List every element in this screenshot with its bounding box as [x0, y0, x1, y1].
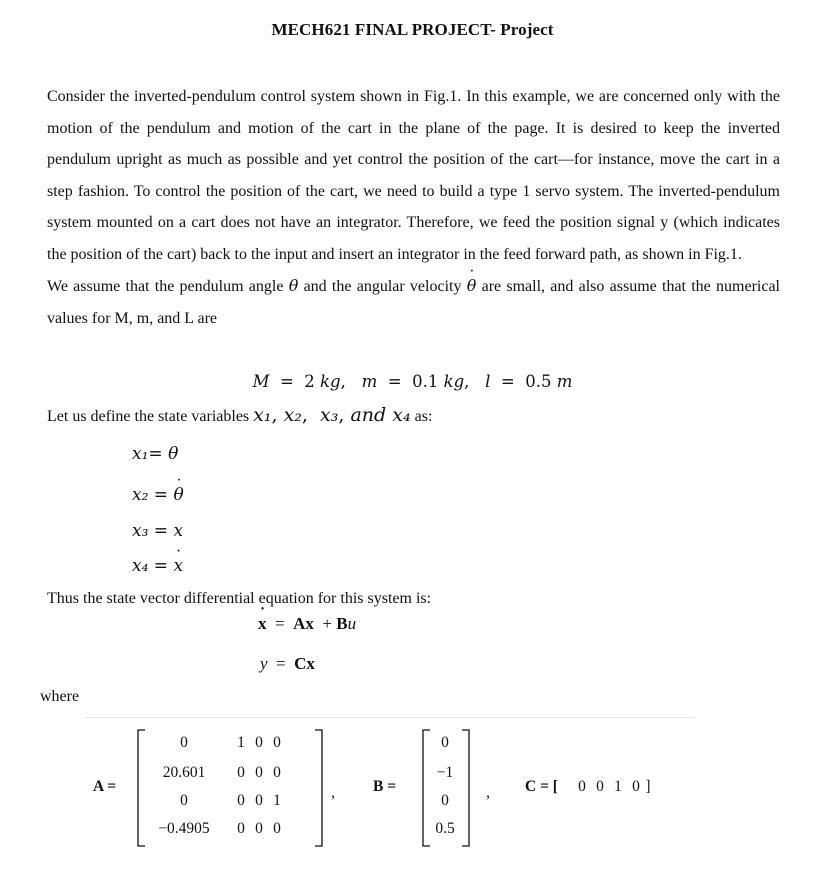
- param-M-unit: kg: [320, 372, 341, 391]
- output-equation: y = Cx: [260, 654, 315, 673]
- state-var-4: x₄: [392, 404, 411, 426]
- matrix-B-cell: −1: [436, 764, 454, 781]
- state-eq-4-lhs: x₄: [132, 556, 149, 576]
- matrix-A-cell: 0: [255, 734, 263, 751]
- matrix-B-comma: ,: [486, 784, 490, 801]
- state-eq-B: B: [336, 614, 348, 633]
- state-eq-1: x₁= θ: [132, 444, 179, 464]
- state-var-2: x₂: [283, 404, 302, 426]
- matrix-C-cell: 0: [578, 778, 586, 795]
- matrix-A-cell: 0: [237, 820, 245, 837]
- param-m-symbol: m: [361, 372, 378, 391]
- state-eq-3-rhs: x: [173, 521, 184, 541]
- state-variables-intro: Let us define the state variables x₁, x₂, x₃, and x₄ as:: [47, 404, 433, 426]
- matrix-A-cell: −0.4905: [158, 820, 210, 837]
- matrix-A-cell: 1: [237, 734, 245, 751]
- state-var-3: x₃: [320, 404, 339, 426]
- matrix-B-cell: 0: [441, 734, 449, 751]
- matrix-A-cell: 0: [273, 764, 281, 781]
- param-M-symbol: M: [252, 372, 270, 391]
- param-l-symbol: l: [485, 372, 491, 391]
- matrix-A-cell: 0: [180, 792, 188, 809]
- parameters-equation: M = 2 kg, m = 0.1 kg, l = 0.5 m: [252, 372, 573, 391]
- p2-text-3: are small, and also assume that the numerical values for M, m, and L are: [47, 278, 780, 327]
- matrix-A-cell: 0: [255, 792, 263, 809]
- matrix-A-label: A =: [93, 778, 117, 795]
- state-and-word: and: [350, 404, 387, 426]
- state-equation: x ˙ = Ax + Bu: [258, 614, 356, 634]
- matrix-A-cell: 0: [255, 764, 263, 781]
- matrix-top-rule: [85, 717, 693, 718]
- state-eq-2-rhs: θ ˙: [173, 485, 183, 505]
- matrix-A-cell: 20.601: [162, 764, 206, 781]
- where-text: where: [40, 688, 80, 705]
- state-eq-u: u: [347, 614, 357, 633]
- intro-section: [47, 81, 780, 334]
- output-eq-Cx: Cx: [294, 654, 315, 673]
- state-var-1: x₁: [253, 404, 272, 426]
- matrix-B-letter: B: [373, 778, 384, 795]
- matrix-A-cell: 0: [255, 820, 263, 837]
- matrix-A-cell: 0: [273, 734, 281, 751]
- state-eq-2: x₂ = θ ˙: [132, 485, 184, 505]
- matrix-A-comma: ,: [331, 784, 335, 801]
- state-eq-3: x₃ = x: [132, 521, 184, 541]
- matrix-A-cell: 0: [237, 764, 245, 781]
- param-l-value: 0.5: [525, 372, 552, 391]
- state-eq-Ax: Ax: [293, 614, 314, 633]
- output-eq-lhs: y: [260, 654, 268, 673]
- param-m-unit: kg: [443, 372, 465, 391]
- state-eq-3-lhs: x₃: [132, 521, 149, 541]
- matrix-C-letter: C: [525, 778, 537, 795]
- matrix-A-letter: A: [93, 778, 104, 795]
- p2-text-1: We assume that the pendulum angle: [47, 278, 289, 295]
- matrix-A-cell: 1: [273, 792, 281, 809]
- state-eq-2-lhs: x₂: [132, 485, 149, 505]
- system-matrices: [85, 728, 705, 850]
- matrix-C-label: C = [: [525, 778, 558, 795]
- intro-paragraph-2: [47, 270, 780, 334]
- matrix-A-left-bracket: [138, 730, 145, 846]
- param-l-unit: m: [556, 372, 573, 391]
- p2-text-2: and the angular velocity: [298, 278, 467, 295]
- param-m-value: 0.1: [412, 372, 439, 391]
- state-intro-text: Let us define the state variables: [47, 408, 254, 425]
- theta-symbol: θ: [288, 276, 299, 295]
- matrix-C-cell: 1: [614, 778, 622, 795]
- document-title: MECH621 FINAL PROJECT- Project: [271, 20, 554, 39]
- intro-paragraph-1: Consider the inverted-pendulum control system shown in Fig.1. In this example, we are concerned only with the motion of the pendulum and motion of the cart in the plane of the page. It is desired to keep the inverted pendulum upright as much as possible and yet control the position of the cart—for instance, move the cart in a step fashion. To control the position of the cart, we need to build a type 1 servo system. The inverted-pendulum system mounted on a cart does not have an integrator. Therefore, we feed the position signal y (which indicates the position of the cart) back to the input and insert an integrator in the feed forward path, as shown in Fig.1.: [47, 88, 780, 263]
- matrix-A-right-bracket: [315, 730, 322, 846]
- state-eq-lhs-xdot: x ˙: [258, 614, 267, 634]
- matrix-A-cell: 0: [273, 820, 281, 837]
- state-eq-1-lhs: x₁: [132, 444, 149, 464]
- matrix-B-cell: 0.5: [435, 820, 455, 837]
- state-eq-4: x₄ = x ˙: [132, 556, 183, 576]
- matrix-C-cell: 0: [596, 778, 604, 795]
- matrix-A-cell: 0: [180, 734, 188, 751]
- matrix-A-cell: 0: [237, 792, 245, 809]
- matrix-B-cell: 0: [441, 792, 449, 809]
- matrix-C-cell: 0: [632, 778, 640, 795]
- state-as-text: as:: [410, 408, 433, 425]
- matrix-B-label: B =: [373, 778, 397, 795]
- matrix-C-close-bracket: ]: [645, 778, 651, 795]
- state-eq-4-rhs: x ˙: [173, 556, 183, 576]
- theta-dot-symbol: θ ˙: [467, 270, 477, 302]
- param-M-value: 2: [304, 372, 315, 391]
- state-eq-1-rhs: θ: [168, 444, 179, 464]
- state-space-intro: Thus the state vector differential equation for this system is:: [47, 590, 432, 607]
